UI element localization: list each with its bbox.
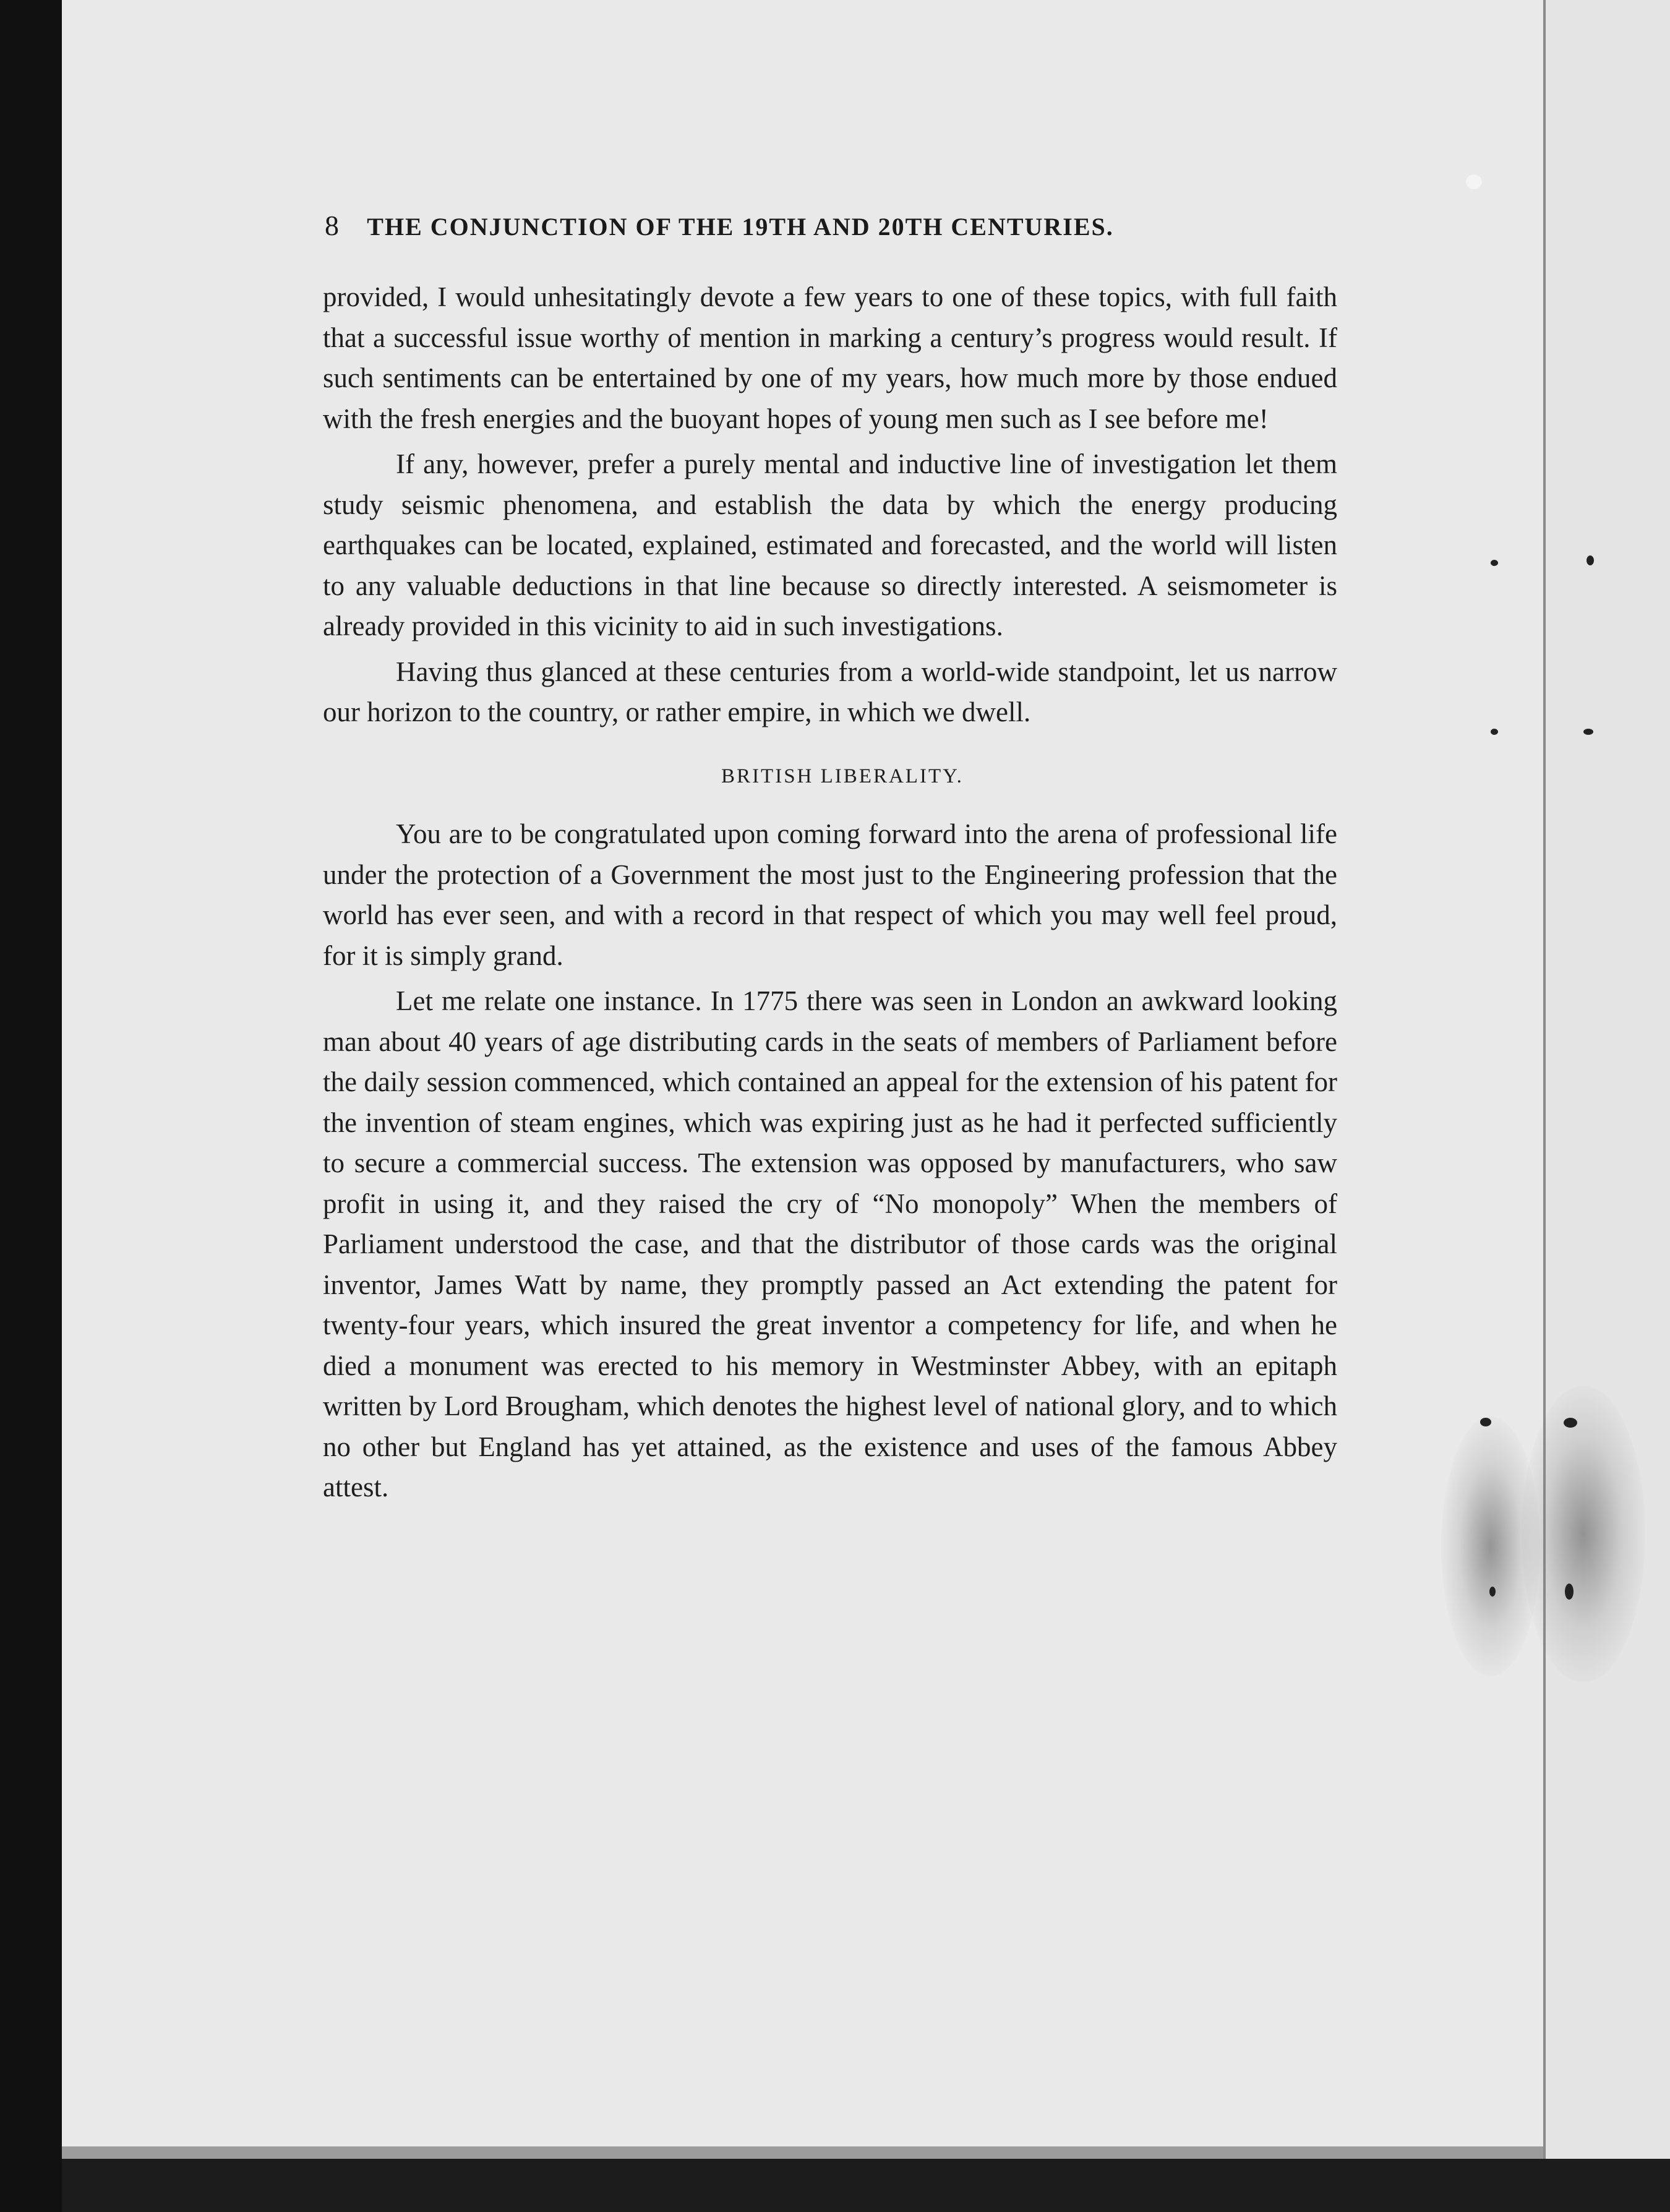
paragraph: If any, however, prefer a purely mental and inductive line of investigation let them study seismic phenomena, and establish the data by which the energy producing earthquakes can be located, explained, estimated and forecasted, and the world will listen to any valuable deductions in that line because so directly interested. A seismometer is already provided in this vicinity to aid in such investigations. (323, 448, 1337, 641)
scan-speck (1583, 729, 1593, 735)
facing-page-edge (1543, 0, 1670, 2159)
scan-speck (1466, 174, 1482, 189)
paragraph: Having thus glanced at these centuries from a world-wide standpoint, let us narrow our horizon to the country, or rather empire, in which we dwell. (323, 656, 1337, 727)
section-heading: BRITISH LIBERALITY. (721, 765, 964, 787)
scan-speck (1491, 729, 1498, 735)
scan-speck (1564, 1418, 1577, 1428)
running-head (325, 209, 1252, 242)
paragraph: Let me relate one instance. In 1775 there was seen in London an awkward looking man about 40 years of age distributing cards in the seats of members of Parliament before the daily session commenced, which contained an appeal for the extension of his patent for the invention of steam engines, which was expiring just as he had it perfected sufficiently to secure a commercial success. The extension was opposed by manufacturers, who saw profit in using it, and they raised the cry of “No monopoly” When the members of Parliament understood the case, and that the distributor of those cards was the original inventor, James Watt by name, they promptly passed an Act extending the patent for twenty-four years, which insured the great inventor a competency for life, and when he died a monument was erected to his memory in Westminster Abbey, with an epitaph written by Lord Brougham, which denotes the highest level of national glory, and to which no other but England has yet attained, as the existence and uses of the famous Abbey attest. (323, 985, 1337, 1503)
scan-speck (1586, 555, 1594, 565)
page-bottom-edge (62, 2146, 1543, 2159)
scan-blot (1522, 1386, 1645, 1683)
scan-speck (1565, 1584, 1574, 1600)
page-number: 8 (325, 210, 340, 241)
body-text (323, 277, 1337, 1508)
scan-speck (1489, 1587, 1496, 1597)
paragraph: You are to be congratulated upon coming forward into the arena of professional life under the protection of a Government the most just to the Engineering profession that the world has ever seen, and with a record in that respect of which you may well feel proud, for it is simply grand. (323, 818, 1337, 971)
paragraph: provided, I would unhesitatingly devote a few years to one of these topics, with full faith that a successful issue worthy of mention in marking a century’s progress would result. If such sentiments can be entertained by one of my years, how much more by those endued with the fresh energies and the buoyant hopes of young men such as I see before me! (323, 281, 1337, 434)
scan-speck (1480, 1418, 1491, 1426)
scan-bottom-border (62, 2159, 1670, 2212)
running-title: THE CONJUNCTION OF THE 19TH AND 20TH CENTURIES. (367, 213, 1114, 241)
scan-left-border (0, 0, 62, 2212)
scan-speck (1491, 560, 1498, 566)
